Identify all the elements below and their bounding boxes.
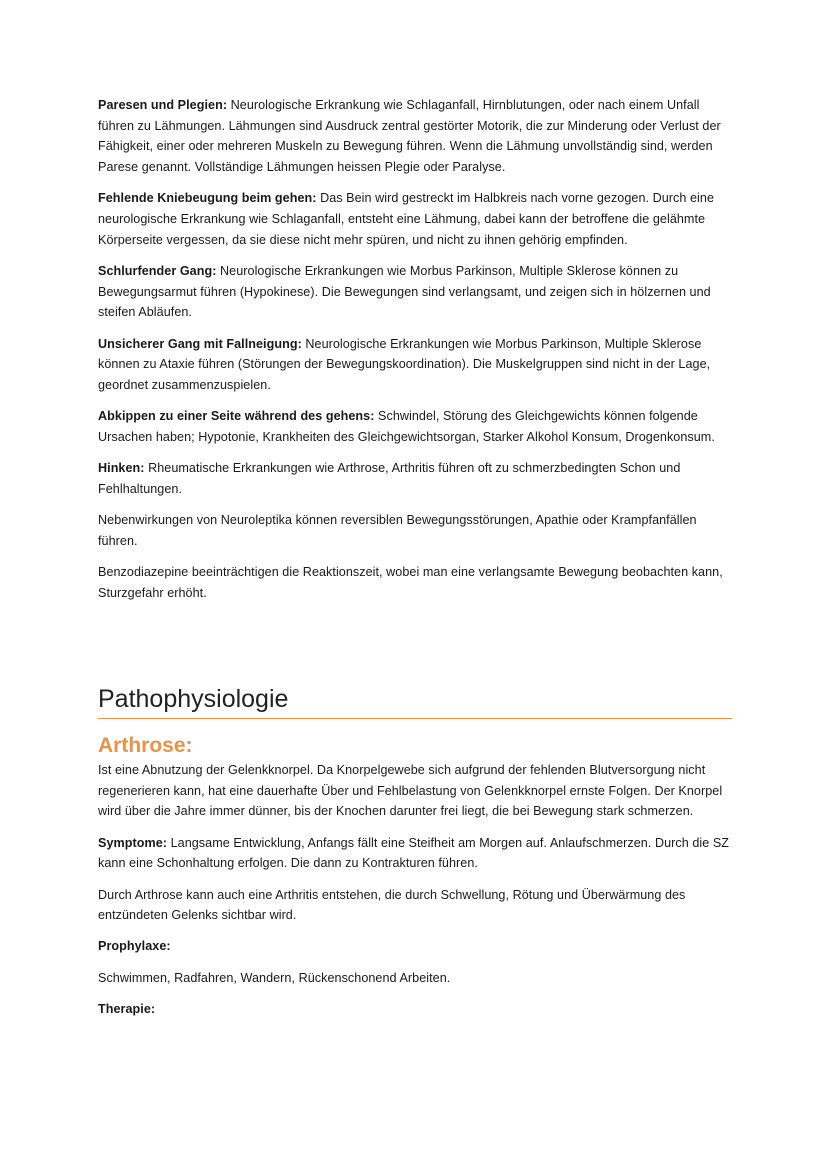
prophylaxe-label-text: Prophylaxe: — [98, 939, 171, 954]
paragraph-unsicherer-gang — [98, 334, 732, 396]
paragraph-neuroleptika — [98, 510, 732, 551]
paragraph-text: Rheumatische Erkrankungen wie Arthrose, Arthritis führen oft zu schmerzbedingten Schon und Fehlhaltungen. — [98, 461, 681, 496]
arthrose-symptome — [98, 833, 732, 874]
therapie-label-text: Therapie: — [98, 1001, 156, 1016]
section-heading: Pathophysiologie — [98, 682, 732, 719]
symptome-label: Symptome: — [98, 835, 168, 850]
prophylaxe-label — [98, 936, 732, 957]
paragraph-paresen — [98, 95, 732, 178]
paragraph-label: Fehlende Kniebeugung beim gehen: — [98, 191, 317, 206]
symptome-text: Langsame Entwicklung, Anfangs fällt eine Steifheit am Morgen auf. Anlaufschmerzen. Durch die SZ kann eine Schonhaltung erfolgen. Die dann zu Kontrakturen führen. — [98, 835, 730, 871]
paragraph-label: Schlurfender Gang: — [98, 263, 217, 278]
arthrose-intro: Ist eine Abnutzung der Gelenkknorpel. Da Knorpelgewebe sich aufgrund der fehlenden Blutversorgung nicht regenerieren kann, hat eine dauerhafte Über und Fehlbelastung von Gelenkknorpel ernste Folgen. Der Knorpel wird über die Jahre immer dünner, bis der Knochen darunter frei liegt, die bei Bewegung stark schmerzen. — [98, 763, 723, 819]
paragraph-text: Nebenwirkungen von Neuroleptika können reversiblen Bewegungsstörungen, Apathie oder Krampfanfällen führen. — [98, 512, 697, 548]
paragraph-text: Neurologische Erkrankungen wie Morbus Parkinson, Multiple Sklerose können zu Bewegungsarmut führen (Hypokinese). Die Bewegungen sind verlangsamt, und zeigen sich in hölzernen und steifen Abläufen. — [98, 263, 711, 320]
arthrose-section — [98, 732, 732, 1030]
paragraph-text: Benzodiazepine beeinträchtigen die Reaktionszeit, wobei man eine verlangsamte Bewegung beobachten kann, Sturzgefahr erhöht. — [98, 564, 723, 600]
paragraph-text: Neurologische Erkrankungen wie Morbus Parkinson, Multiple Sklerose können zu Ataxie führen (Störungen der Bewegungskoordination). Die Muskelgruppen sind nicht in der Lage, geordnet zusammenzuspielen. — [98, 336, 711, 392]
paragraph-text: Neurologische Erkrankung wie Schlaganfall, Hirnblutungen, oder nach einem Unfall führen zu Lähmungen. Lähmungen sind Ausdruck zentral gestörter Motorik, die zur Minderung oder Verlust der Fähigkeit, einer oder mehreren Muskeln zu Bewegung führen. Wenn die Lähmung unvollständig sind, werden Parese genannt. Vollständige Lähmungen heissen Plegie oder Paralyse. — [98, 98, 721, 175]
paragraph-schlurfender-gang — [98, 261, 732, 323]
paragraph-abkippen — [98, 406, 732, 447]
paragraph-kniebeugung — [98, 188, 732, 250]
paragraph-label: Paresen und Plegien: — [98, 98, 228, 112]
paragraph-text: Das Bein wird gestreckt im Halbkreis nach vorne gezogen. Durch eine neurologische Erkrankung wie Schlaganfall, entsteht eine Lähmung, dabei kann der betroffene die gelähmte Körperseite vergessen, da sie diese nicht mehr spüren, und nicht zu ihnen gehörig empfinden. — [98, 191, 715, 247]
paragraph-label: Unsicherer Gang mit Fallneigung: — [98, 336, 302, 351]
gait-disorders-section — [98, 95, 732, 614]
paragraph-text: Schwindel, Störung des Gleichgewichts können folgende Ursachen haben; Hypotonie, Krankheiten des Gleichgewichtsorgan, Starker Alkohol Konsum, Drogenkonsum. — [98, 409, 715, 444]
subsection-heading: Arthrose: — [98, 734, 193, 757]
paragraph-hinken — [98, 458, 732, 499]
therapie-label — [98, 999, 732, 1020]
paragraph-label: Abkippen zu einer Seite während des gehens: — [98, 409, 375, 424]
paragraph-label: Hinken: — [98, 461, 145, 476]
paragraph-benzodiazepine — [98, 562, 732, 603]
arthrose-arthritis: Durch Arthrose kann auch eine Arthritis entstehen, die durch Schwellung, Rötung und Überwärmung des entzündeten Gelenks sichtbar wird. — [98, 887, 686, 923]
prophylaxe-text: Schwimmen, Radfahren, Wandern, Rückenschonend Arbeiten. — [98, 970, 451, 985]
